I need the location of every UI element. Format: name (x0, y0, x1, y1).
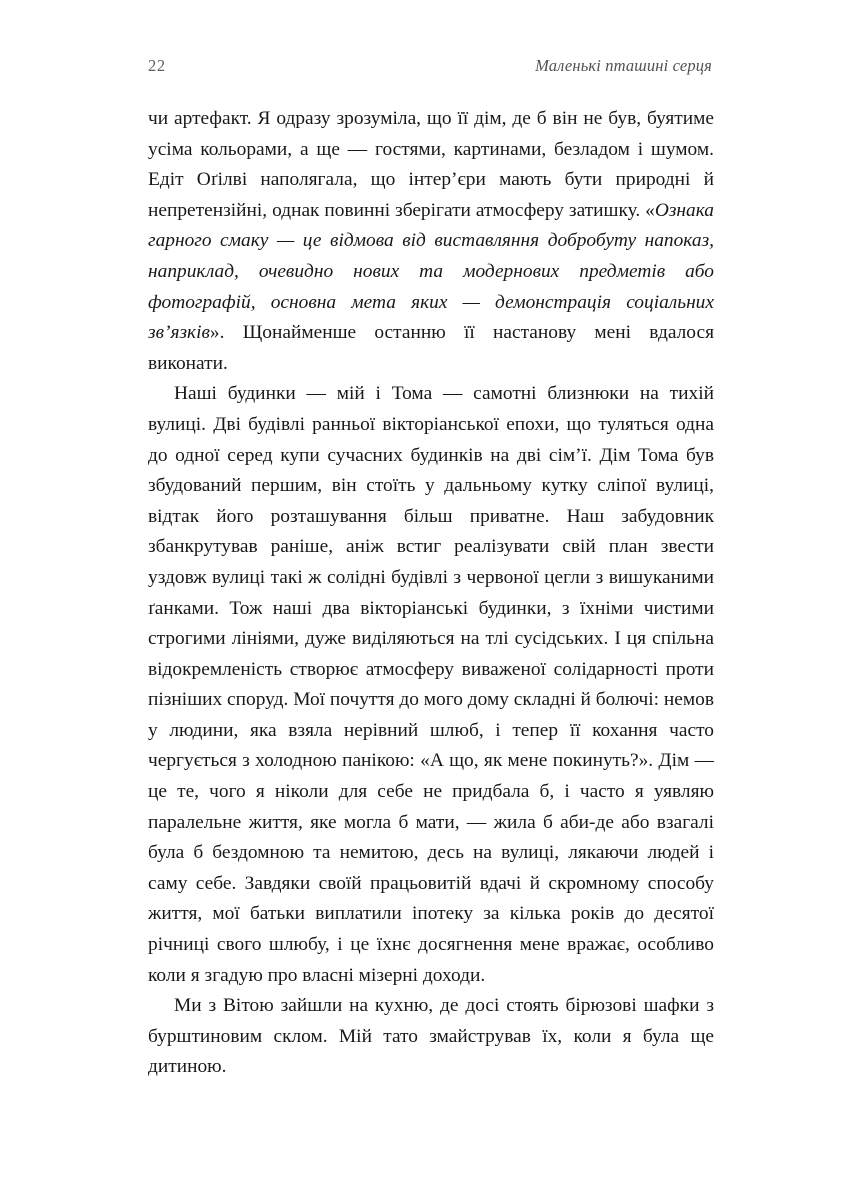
body-text (148, 104, 714, 1083)
text-run: Наші будинки — мій і Тома — самотні близнюки на тихій вулиці. Дві будівлі ранньої вікторіанської епохи, що туляться одна до одної серед купи сучасних будинків на дві сім’ї. Дім Тома був збудований першим, він стоїть у дальньому кутку сліпої вулиці, відтак його розташування більш приватне. Наш забудовник збанкрутував раніше, аніж встиг реалізувати свій план звести уздовж вулиці такі ж солідні будівлі з червоної цегли з вишуканими ґанками. Тож наші два вікторіанські будинки, з їхніми чистими строгими лініями, дуже виділяються на тлі сусідських. І ця спільна відокремленість створює атмосферу виваженої солідарності проти пізніших споруд. Мої почуття до мого дому складні й болючі: немов у людини, яка взяла нерівний шлюб, і тепер її кохання часто чергується з холодною панікою: «А що, як мене покинуть?». Дім — це те, чого я ніколи для себе не придбала б, і часто я уявляю паралельне життя, яке могла б мати, — жила б аби-де або взагалі була б бездомною та немитою, десь на вулиці, лякаючи людей і саму себе. Завдяки своїй працьовитій вдачі й скромному способу життя, мої батьки виплатили іпотеку за кілька років до десятої річниці свого шлюбу, і це їхнє досягнення мене вражає, особливо коли я згадую про власні мізерні доходи. (148, 383, 714, 986)
paragraph (148, 104, 714, 379)
paragraph (148, 379, 714, 991)
text-run: чи артефакт. Я одразу зрозуміла, що її дім, де б він не був, буятиме усіма кольорами, а ще — гостями, картинами, безладом і шумом. Едіт Оґілві наполягала, що інтер’єри мають бути природні й непретензійні, однак повинні зберігати атмосферу затишку. (148, 108, 714, 221)
text-run: Ми з Вітою зайшли на кухню, де досі стоять бірюзові шафки з бурштиновим склом. Мій тато змайстрував їх, коли я була ще дитиною. (148, 995, 714, 1078)
text-run: ». Щонайменше останню її настанову мені вдалося виконати. (148, 322, 714, 374)
paragraph (148, 991, 714, 1083)
quoted-italic-text: Ознака гарного смаку — це відмова від виставляння добробуту напоказ, наприклад, очевидно нових та модернових предметів або фотографій, основна мета яких — демонстрація соціальних зв’язків (148, 199, 714, 344)
running-head-title: Маленькі пташині серця (535, 56, 712, 75)
page-number: 22 (148, 56, 166, 75)
running-head (148, 56, 712, 80)
text-run: « (645, 199, 655, 221)
